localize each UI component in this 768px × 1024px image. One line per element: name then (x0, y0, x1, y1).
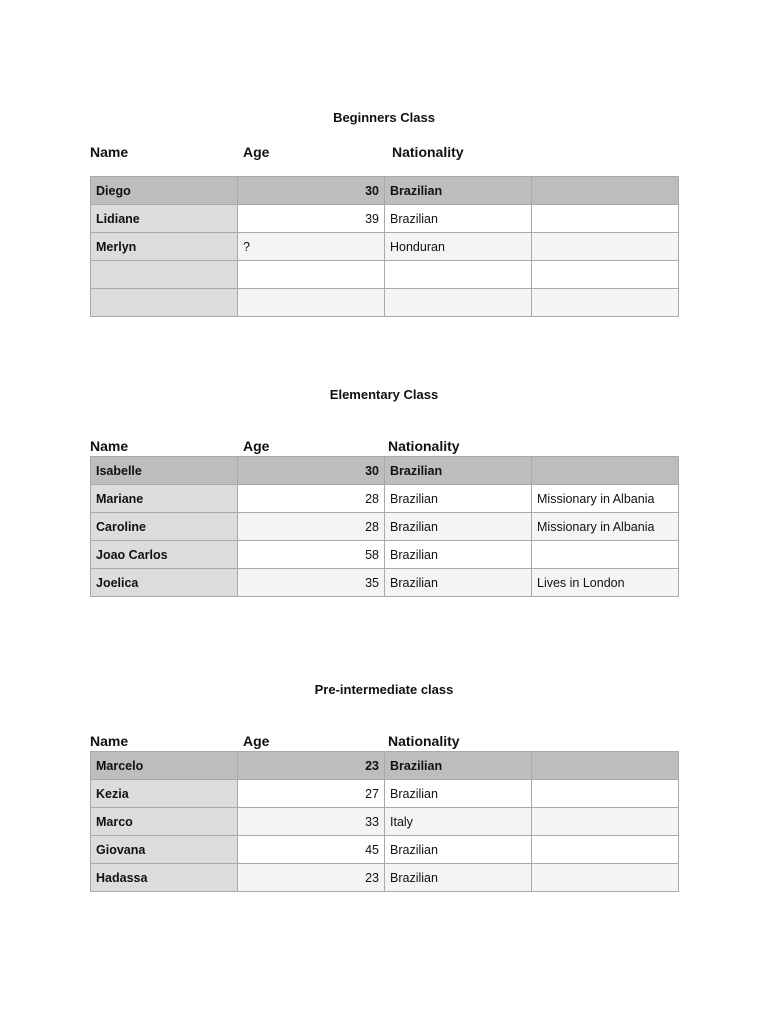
cell-note[interactable] (532, 261, 679, 289)
cell-note[interactable] (532, 780, 679, 808)
table-row (91, 808, 679, 836)
elementary-header-name: Name (90, 438, 129, 454)
cell-note[interactable] (532, 864, 679, 892)
cell-note[interactable] (532, 205, 679, 233)
table-row (91, 752, 679, 780)
preintermediate-header-age: Age (243, 733, 270, 749)
cell-name[interactable] (91, 261, 238, 289)
cell-age[interactable] (238, 261, 385, 289)
cell-nationality[interactable]: Brazilian (385, 569, 532, 597)
cell-note[interactable] (532, 457, 679, 485)
table-row (91, 780, 679, 808)
cell-age[interactable]: ? (238, 233, 385, 261)
beginners-table (90, 176, 679, 317)
cell-name[interactable]: Caroline (91, 513, 238, 541)
table-row (91, 513, 679, 541)
cell-nationality[interactable]: Italy (385, 808, 532, 836)
cell-name[interactable] (91, 289, 238, 317)
cell-note[interactable] (532, 752, 679, 780)
preintermediate-class-title: Pre-intermediate class (314, 682, 454, 697)
cell-name[interactable]: Mariane (91, 485, 238, 513)
cell-age[interactable]: 35 (238, 569, 385, 597)
table-row (91, 836, 679, 864)
elementary-header-nationality: Nationality (388, 438, 460, 454)
table-row (91, 541, 679, 569)
preintermediate-header-nationality: Nationality (388, 733, 460, 749)
cell-age[interactable]: 58 (238, 541, 385, 569)
table-row (91, 485, 679, 513)
cell-note[interactable] (532, 233, 679, 261)
cell-name[interactable]: Diego (91, 177, 238, 205)
cell-name[interactable]: Merlyn (91, 233, 238, 261)
cell-note[interactable]: Missionary in Albania (532, 485, 679, 513)
cell-age[interactable]: 23 (238, 752, 385, 780)
beginners-header-nationality: Nationality (392, 144, 464, 160)
preintermediate-table (90, 751, 679, 892)
cell-nationality[interactable]: Brazilian (385, 836, 532, 864)
cell-nationality[interactable] (385, 261, 532, 289)
table-row (91, 205, 679, 233)
beginners-header-name: Name (90, 144, 129, 160)
cell-note[interactable] (532, 836, 679, 864)
cell-note[interactable] (532, 541, 679, 569)
cell-name[interactable]: Marcelo (91, 752, 238, 780)
cell-nationality[interactable]: Brazilian (385, 864, 532, 892)
table-row (91, 177, 679, 205)
beginners-header-age: Age (243, 144, 270, 160)
cell-age[interactable]: 33 (238, 808, 385, 836)
cell-nationality[interactable]: Brazilian (385, 457, 532, 485)
cell-age[interactable]: 28 (238, 485, 385, 513)
table-row (91, 457, 679, 485)
elementary-header-age: Age (243, 438, 270, 454)
cell-note[interactable] (532, 808, 679, 836)
cell-age[interactable]: 28 (238, 513, 385, 541)
cell-name[interactable]: Lidiane (91, 205, 238, 233)
cell-nationality[interactable]: Brazilian (385, 752, 532, 780)
elementary-table (90, 456, 679, 597)
table-row (91, 864, 679, 892)
cell-nationality[interactable] (385, 289, 532, 317)
cell-name[interactable]: Joao Carlos (91, 541, 238, 569)
cell-note[interactable] (532, 289, 679, 317)
cell-name[interactable]: Isabelle (91, 457, 238, 485)
preintermediate-header-name: Name (90, 733, 129, 749)
cell-nationality[interactable]: Honduran (385, 233, 532, 261)
cell-note[interactable]: Lives in London (532, 569, 679, 597)
table-row (91, 289, 679, 317)
table-row (91, 233, 679, 261)
elementary-class-title: Elementary Class (329, 387, 439, 402)
cell-nationality[interactable]: Brazilian (385, 485, 532, 513)
cell-name[interactable]: Kezia (91, 780, 238, 808)
cell-name[interactable]: Giovana (91, 836, 238, 864)
cell-name[interactable]: Joelica (91, 569, 238, 597)
cell-name[interactable]: Hadassa (91, 864, 238, 892)
cell-nationality[interactable]: Brazilian (385, 205, 532, 233)
cell-age[interactable]: 30 (238, 177, 385, 205)
cell-name[interactable]: Marco (91, 808, 238, 836)
cell-note[interactable] (532, 177, 679, 205)
cell-age[interactable]: 45 (238, 836, 385, 864)
cell-nationality[interactable]: Brazilian (385, 513, 532, 541)
cell-age[interactable]: 39 (238, 205, 385, 233)
table-row (91, 261, 679, 289)
cell-age[interactable]: 27 (238, 780, 385, 808)
cell-nationality[interactable]: Brazilian (385, 177, 532, 205)
cell-age[interactable]: 23 (238, 864, 385, 892)
table-row (91, 569, 679, 597)
cell-age[interactable] (238, 289, 385, 317)
cell-nationality[interactable]: Brazilian (385, 541, 532, 569)
cell-age[interactable]: 30 (238, 457, 385, 485)
cell-nationality[interactable]: Brazilian (385, 780, 532, 808)
beginners-class-title: Beginners Class (333, 110, 435, 125)
cell-note[interactable]: Missionary in Albania (532, 513, 679, 541)
